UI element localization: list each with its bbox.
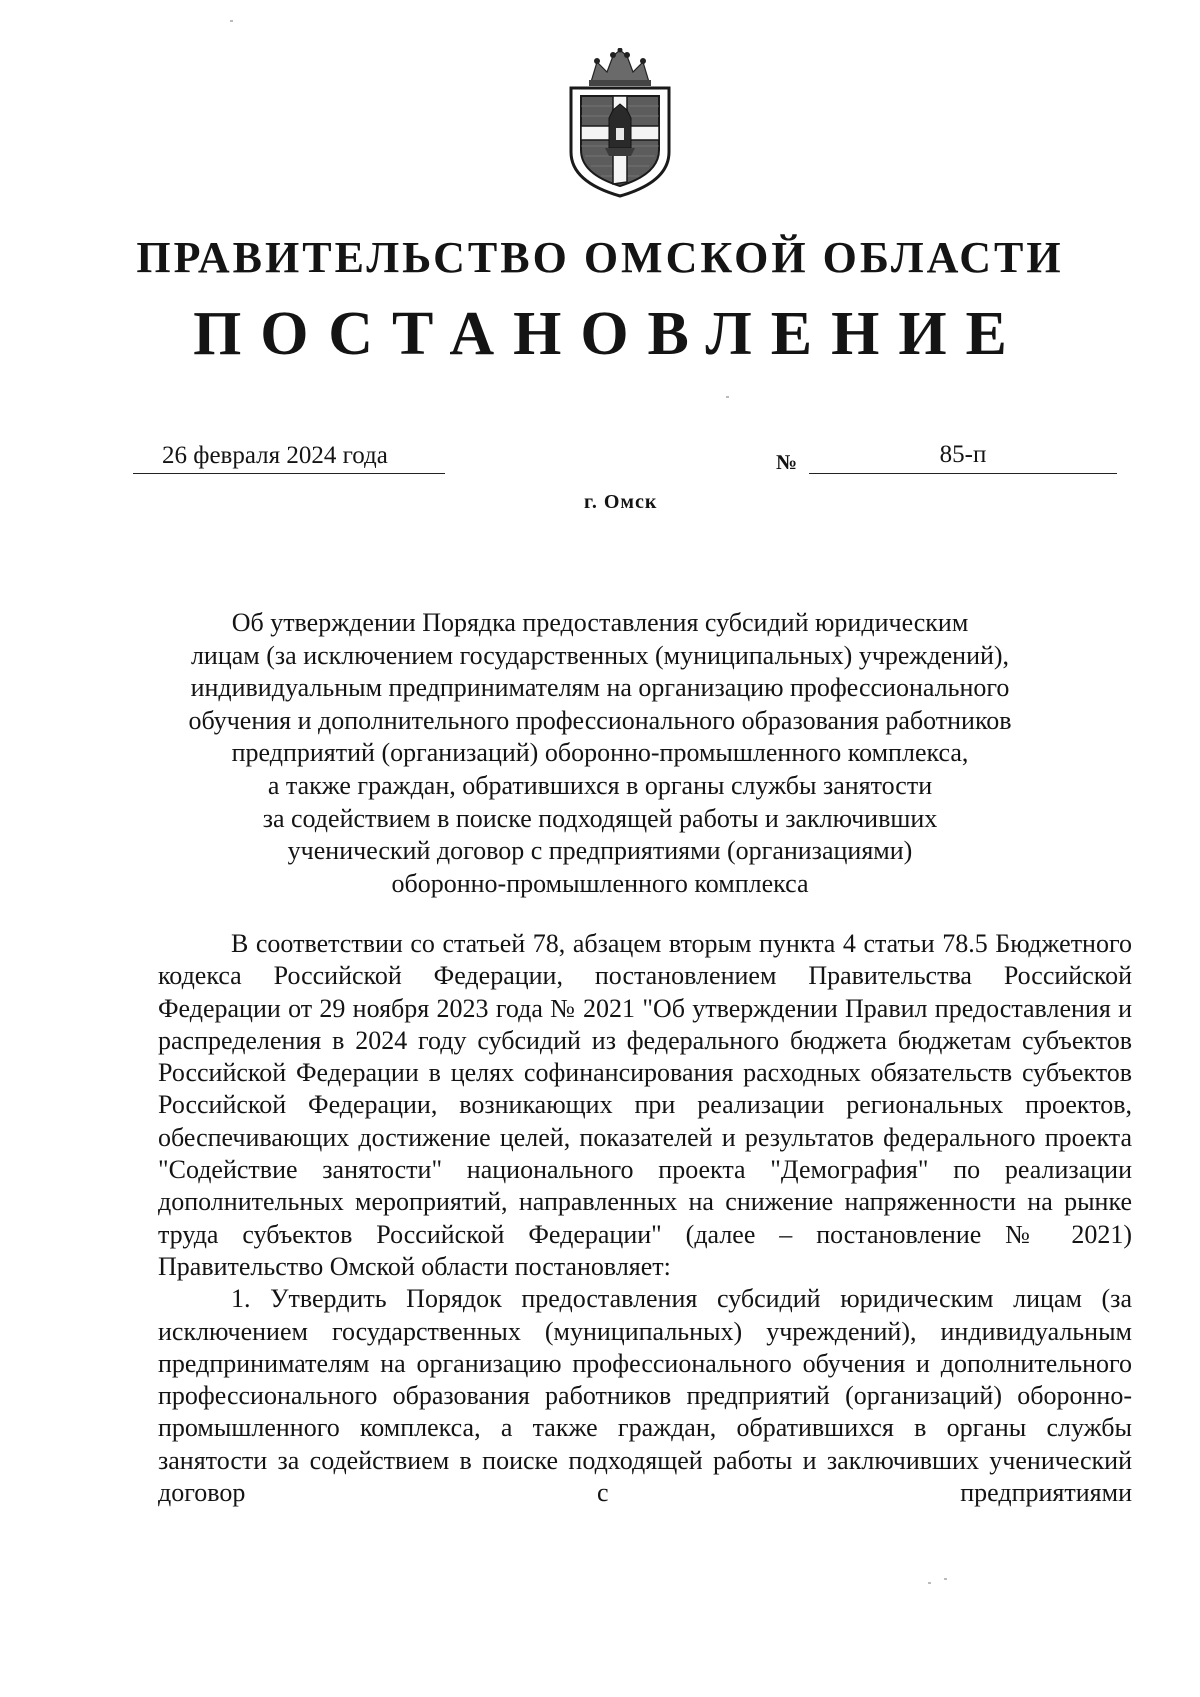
document-number: 85-п: [939, 441, 987, 468]
subject-line: оборонно-промышленного комплекса: [391, 868, 809, 898]
subject-line: Об утверждении Порядка предоставления субсидий юридическим: [231, 608, 969, 637]
subject-line: лицам (за исключением государственных (муниципальных) учреждений),: [190, 640, 1010, 670]
document-subject: [170, 607, 1030, 900]
body-paragraph: В соответствии со статьей 78, абзацем вторым пункта 4 статьи 78.5 Бюджетного кодекса Российской Федерации, постановлением Правительства Российской Федерации от 29 ноября 2023 года № 2021 "Об утверждении Правил предоставления и распределения в 2024 году субсидий из федерального бюджета бюджетам субъектов Российской Федерации в целях софинансирования расходных обязательств субъектов Российской Федерации, возникающих при реализации региональных проектов, обеспечивающих достижение целей, показателей и результатов федерального проекта "Содействие занятости" национального проекта "Демография" по реализации дополнительных мероприятий, направленных на снижение напряженности на рынке труда субъектов Российской Федерации" (далее – постановление № 2021) Правительство Омской области постановляет:: [158, 929, 1132, 1281]
city-label: г. Омск: [584, 491, 658, 513]
scan-speck: [726, 396, 729, 398]
document-body: [158, 928, 1132, 1509]
subject-line: индивидуальным предпринимателям на организацию профессионального: [190, 673, 1010, 703]
subject-line: предприятий (организаций) оборонно-промышленного комплекса,: [231, 738, 969, 768]
scan-speck: [230, 20, 233, 22]
subject-line: а также граждан, обратившихся в органы службы занятости: [267, 770, 933, 800]
document-type-title: ПОСТАНОВЛЕНИЕ: [193, 300, 1026, 368]
body-paragraph: 1. Утвердить Порядок предоставления субсидий юридическим лицам (за исключением государственных (муниципальных) учреждений), индивидуальным предпринимателям на организацию профессионального обучения и дополнительного профессионального образования работников предприятий (организаций) оборонно-промышленного комплекса, а также граждан, обратившихся в органы службы занятости за содействием в поиске подходящей работы и заключивших ученический договор с предприятиями: [158, 1284, 1132, 1508]
document-date: 26 февраля 2024 года: [162, 442, 388, 469]
subject-line: обучения и дополнительного профессионального образования работников: [188, 705, 1012, 735]
number-sign: №: [776, 450, 798, 474]
organization-title: ПРАВИТЕЛЬСТВО ОМСКОЙ ОБЛАСТИ: [136, 233, 1064, 282]
subject-line: за содействием в поиске подходящей работы и заключивших: [262, 803, 938, 833]
scan-speck: [928, 1582, 931, 1584]
scan-speck: [944, 1578, 947, 1580]
coat-of-arms-icon: [561, 48, 679, 198]
subject-line: ученический договор с предприятиями (организациями): [287, 836, 913, 866]
